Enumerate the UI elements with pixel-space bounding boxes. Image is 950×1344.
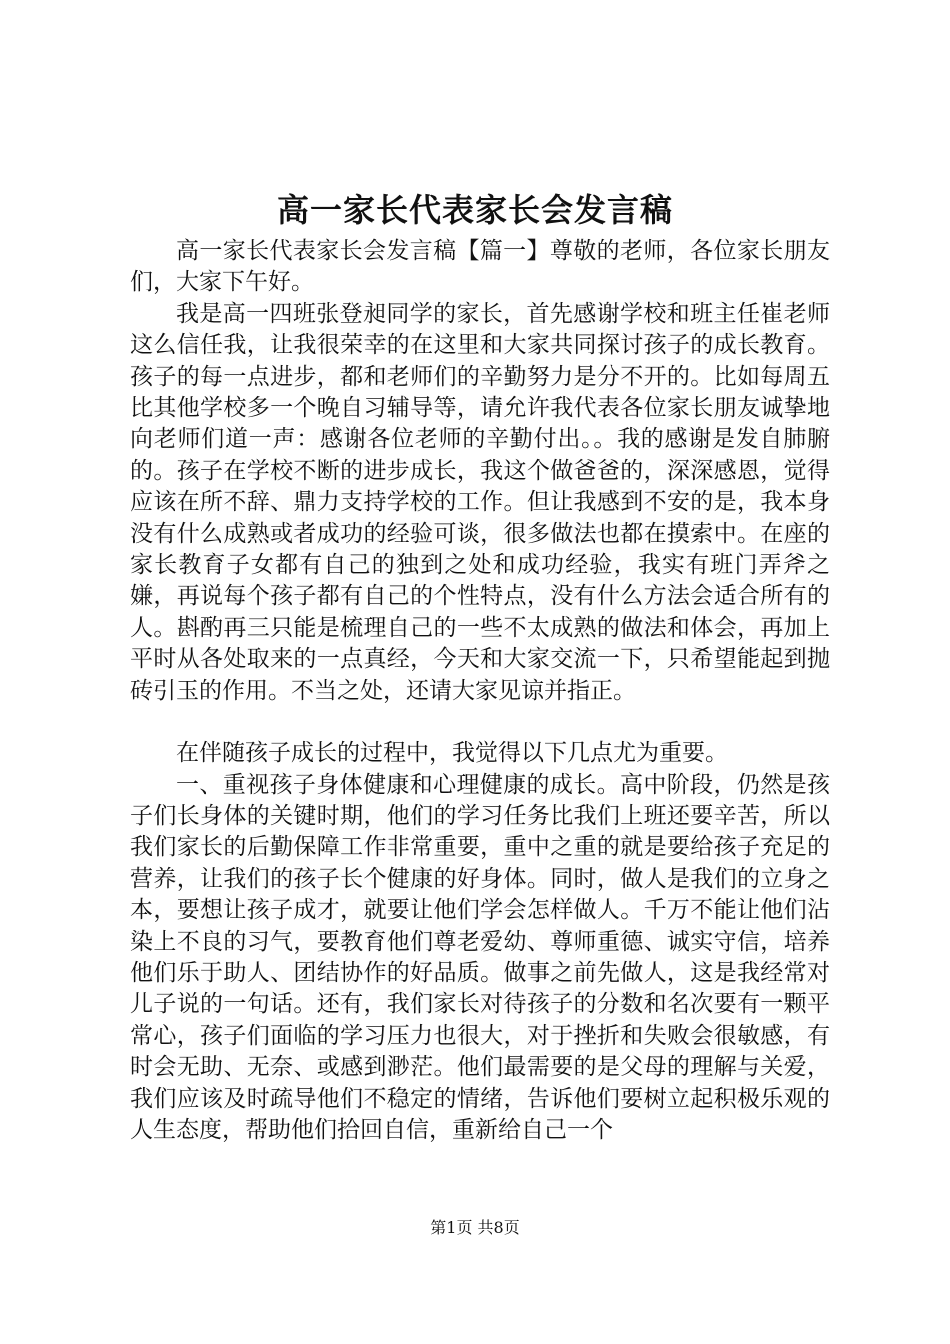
paragraph-introduction: 我是高一四班张登昶同学的家长，首先感谢学校和班主任崔老师这么信任我，让我很荣幸的在这里和大家共同探讨孩子的成长教育。孩子的每一点进步，都和老师们的辛勤努力是分不开的。比如每周五比其他学校多一个晚自习辅导等，请允许我代表各位家长朋友诚挚地向老师们道一声：感谢各位老师的辛勤付出。。我的感谢是发自肺腑的。孩子在学校不断的进步成长，我这个做爸爸的，深深感恩，觉得应该在所不辞、鼎力支持学校的工作。但让我感到不安的是，我本身没有什么成熟或者成功的经验可谈，很多做法也都在摸索中。在座的家长教育子女都有自己的独到之处和成功经验，我实有班门弄斧之嫌，再说每个孩子都有自己的个性特点，没有什么方法会适合所有的人。斟酌再三只能是梳理自己的一些不太成熟的做法和体会，再加上平时从各处取来的一点真经，今天和大家交流一下，只希望能起到抛砖引玉的作用。不当之处，还请大家见谅并指正。 xyxy=(130,300,830,704)
document-title: 高一家长代表家长会发言稿 xyxy=(276,191,673,229)
document-body xyxy=(130,236,830,1146)
paragraph-point-one: 一、重视孩子身体健康和心理健康的成长。高中阶段，仍然是孩子们长身体的关键时期，他们的学习任务比我们上班还要辛苦，所以我们家长的后勤保障工作非常重要，重中之重的就是要给孩子充足的营养，让我们的孩子长个健康的好身体。同时，做人是我们的立身之本，要想让孩子成才，就要让他们学会怎样做人。千万不能让他们沾染上不良的习气，要教育他们尊老爱幼、尊师重德、诚实守信，培养他们乐于助人、团结协作的好品质。做事之前先做人，这是我经常对儿子说的一句话。还有，我们家长对待孩子的分数和名次要有一颗平常心，孩子们面临的学习压力也很大，对于挫折和失败会很敏感，有时会无助、无奈、或感到渺茫。他们最需要的是父母的理解与关爱，我们应该及时疏导他们不稳定的情绪，告诉他们要树立起积极乐观的人生态度，帮助他们拾回自信，重新给自己一个 xyxy=(130,771,830,1143)
paragraph-key-points: 在伴随孩子成长的过程中，我觉得以下几点尤为重要。 xyxy=(176,740,728,767)
paragraph-greeting: 高一家长代表家长会发言稿【篇一】尊敬的老师，各位家长朋友们，大家下午好。 xyxy=(130,238,830,296)
page-footer: 第1页 共8页 xyxy=(430,1218,520,1237)
